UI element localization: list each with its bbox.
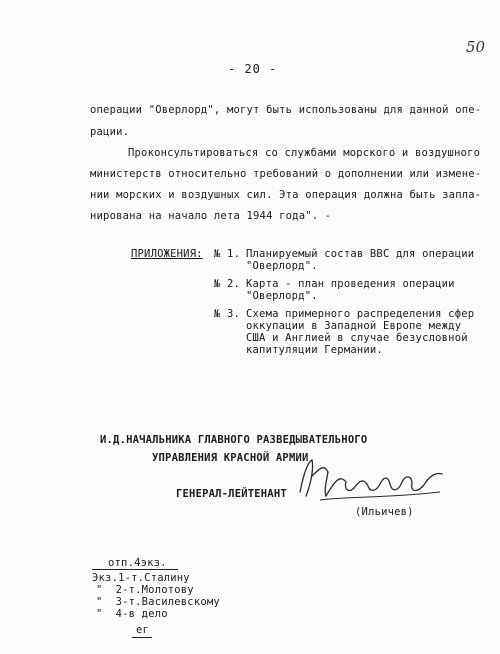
appendix-line: капитуляции Германии. bbox=[246, 344, 383, 356]
signature-name: (Ильичев) bbox=[355, 506, 414, 518]
signature-title-line: И.Д.НАЧАЛЬНИКА ГЛАВНОГО РАЗВЕДЫВАТЕЛЬНОГО bbox=[100, 434, 368, 446]
appendix-label: ПРИЛОЖЕНИЯ: bbox=[131, 248, 203, 260]
appendix-num: № 1. bbox=[214, 248, 241, 260]
appendix-line: Схема примерного распределения сфер bbox=[246, 308, 475, 320]
appendix-line: оккупации в Западной Европе между bbox=[246, 320, 462, 332]
distribution-line: Экз.1-т.Сталину bbox=[92, 572, 190, 584]
handwritten-page-number: 50 bbox=[466, 38, 486, 56]
appendix-num: № 3. bbox=[214, 308, 241, 320]
appendix-line: США и Англией в случае безусловной bbox=[246, 332, 468, 344]
appendix-line: "Оверлорд". bbox=[246, 260, 318, 272]
paragraph-line: рации. bbox=[90, 126, 130, 138]
typist-initials: ег bbox=[136, 624, 150, 636]
signature-title-line: УПРАВЛЕНИЯ КРАСНОЙ АРМИИ bbox=[152, 452, 309, 464]
distribution-line: " 4-в дело bbox=[96, 608, 168, 620]
page-number: - 20 - bbox=[228, 62, 278, 76]
appendix-line: Карта - план проведения операции bbox=[246, 278, 455, 290]
initials-underline bbox=[132, 637, 152, 638]
appendix-line: "Оверлорд". bbox=[246, 290, 318, 302]
distribution-line: " 3-т.Василевскому bbox=[96, 596, 220, 608]
signature-rank: ГЕНЕРАЛ-ЛЕЙТЕНАНТ bbox=[176, 488, 287, 500]
paragraph-line: нирована на начало лета 1944 года". - bbox=[90, 210, 332, 222]
distribution-line: " 2-т.Молотову bbox=[96, 584, 194, 596]
appendix-num: № 2. bbox=[214, 278, 241, 290]
paragraph-line: Проконсультироваться со службами морского и воздушного bbox=[128, 147, 481, 159]
distribution-divider bbox=[92, 569, 178, 570]
paragraph-line: министерств относительно требований о дополнении или измене- bbox=[90, 168, 482, 180]
paragraph-line: нии морских и воздушных сил. Эта операция должна быть запла- bbox=[90, 189, 482, 201]
distribution-header: отп.4экз. bbox=[108, 557, 167, 569]
paragraph-line: операции "Оверлорд", могут быть использованы для данной опе- bbox=[90, 104, 482, 116]
appendix-line: Планируемый состав ВВС для операции bbox=[246, 248, 475, 260]
handwritten-signature bbox=[290, 452, 450, 508]
